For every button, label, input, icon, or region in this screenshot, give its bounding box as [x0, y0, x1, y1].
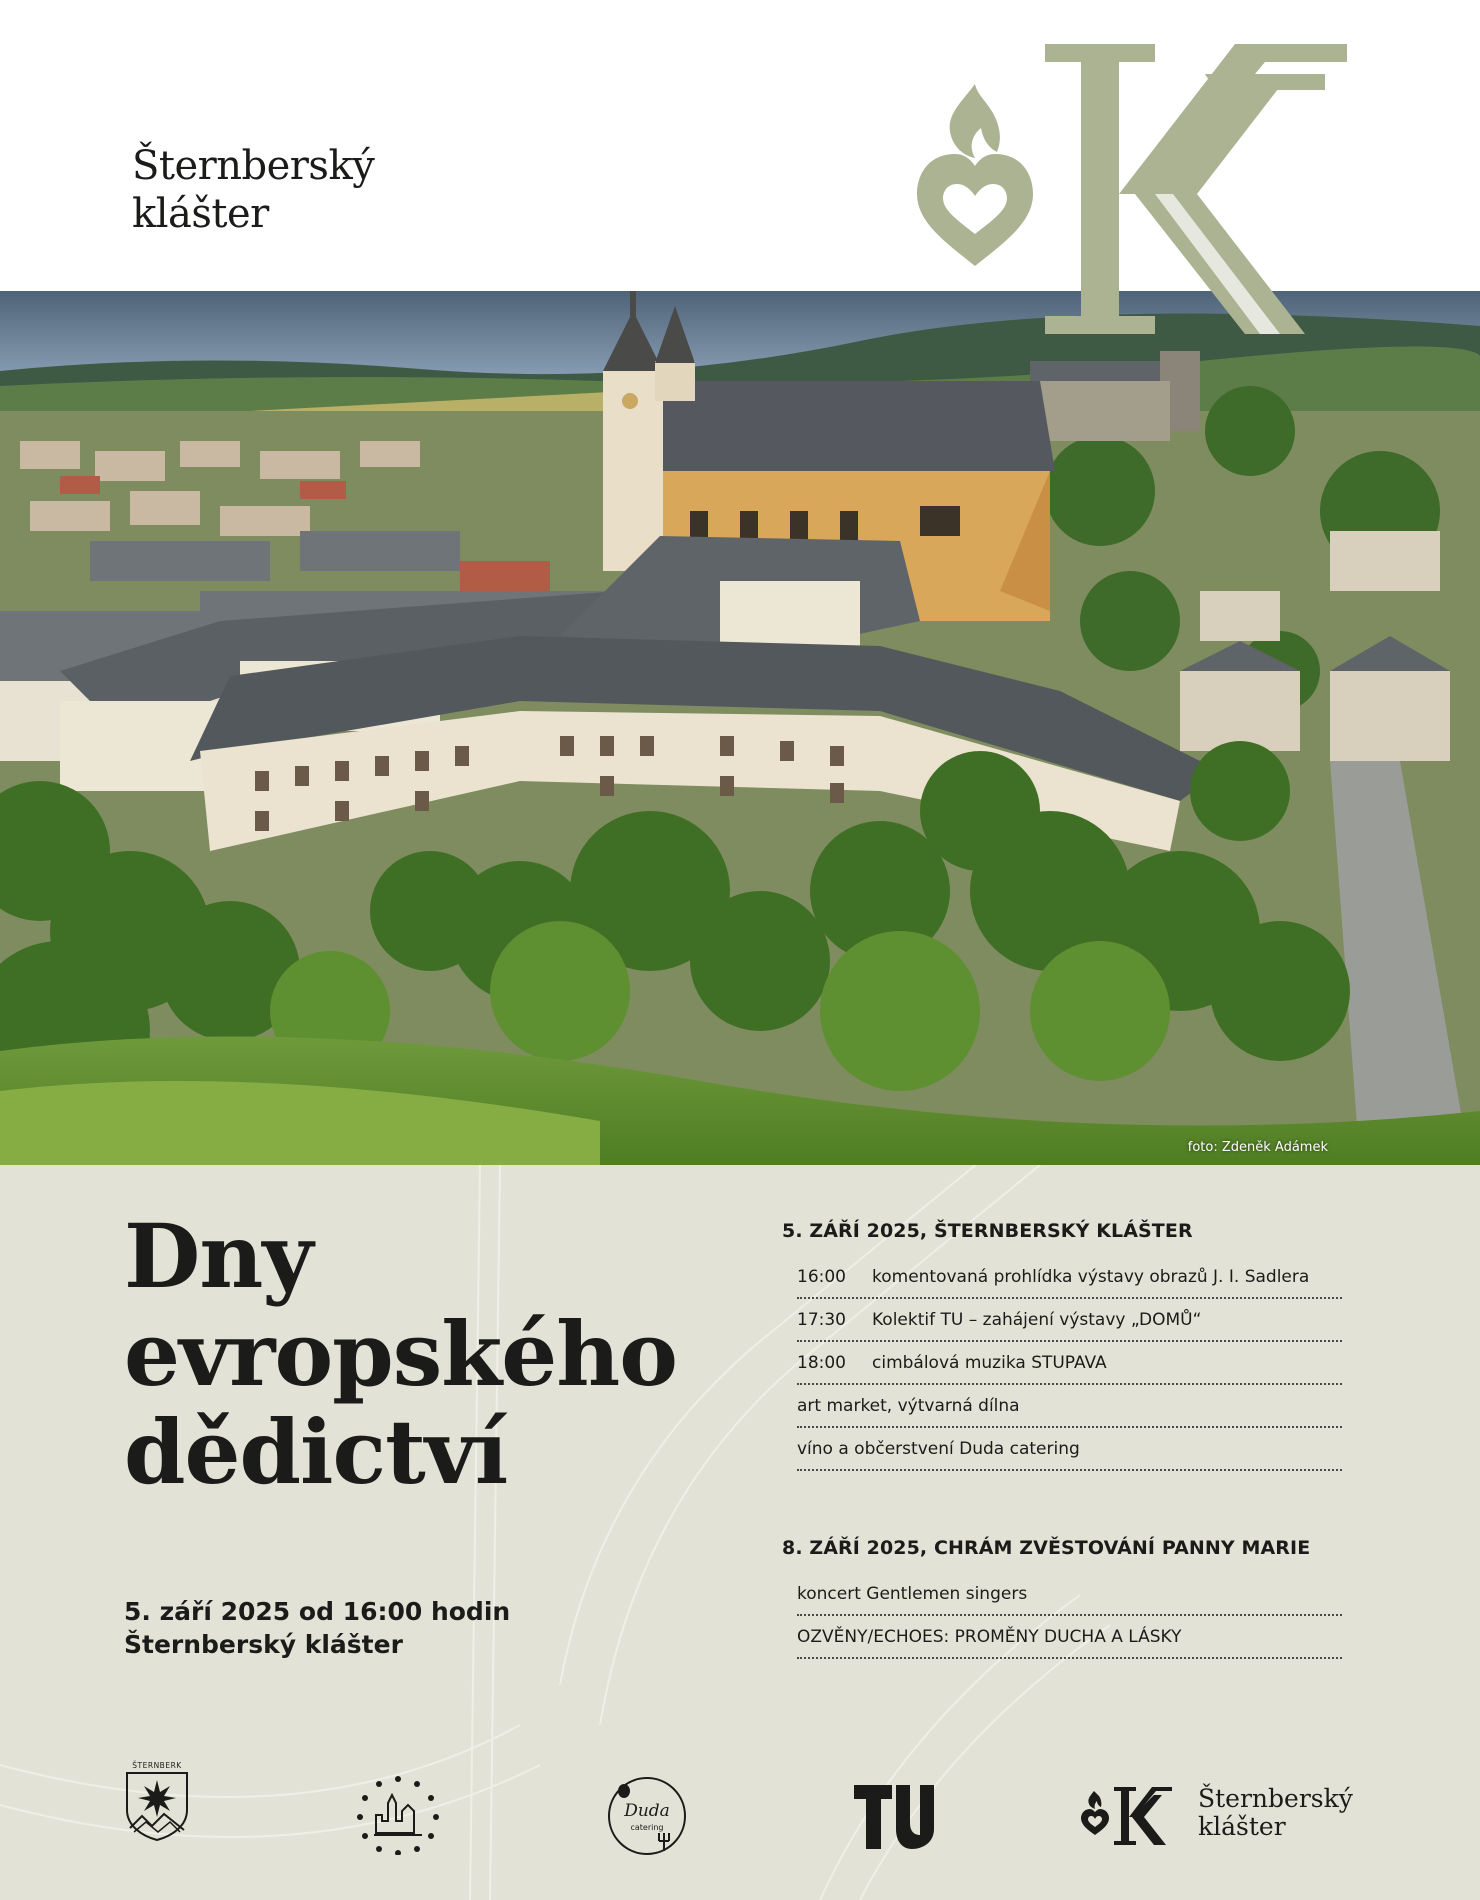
schedule-item: [797, 1385, 1342, 1428]
duda-sub-label: catering: [630, 1823, 664, 1832]
schedule-item: [797, 1342, 1342, 1385]
title-line-1: Dny: [124, 1204, 313, 1308]
schedule-text: cimbálová muzika STUPAVA: [872, 1352, 1107, 1373]
event-place: Šternberský klášter: [124, 1630, 403, 1659]
duda-label: Duda: [624, 1801, 670, 1821]
schedule-text: víno a občerstvení Duda catering: [797, 1438, 1080, 1459]
spoon-icon: [614, 1783, 634, 1803]
schedule-item: [797, 1573, 1342, 1616]
schedule-item: [797, 1428, 1342, 1471]
duda-catering-logo: [608, 1777, 686, 1855]
schedule-item: [797, 1256, 1342, 1299]
kolektiv-tu-logo: [854, 1785, 934, 1849]
photo-credit: foto: Zdeněk Adámek: [1187, 1140, 1328, 1155]
event-info-panel: [0, 1165, 1480, 1900]
mini-brand-line-1: Šternberský: [1198, 1784, 1353, 1813]
schedule-text: OZVĚNY/ECHOES: PROMĚNY DUCHA A LÁSKY: [797, 1626, 1182, 1647]
sternberk-coat-of-arms-logo: [124, 1761, 190, 1843]
mini-brand-wordmark: [1198, 1785, 1353, 1841]
schedule-text: art market, výtvarná dílna: [797, 1395, 1020, 1416]
schedule-time: 16:00: [797, 1266, 846, 1287]
schedule-item: [797, 1616, 1342, 1659]
brand-wordmark: [132, 142, 374, 238]
monastery-aerial-photo: [0, 291, 1480, 1165]
schedule-text: komentovaná prohlídka výstavy obrazů J. I. Sadlera: [872, 1266, 1310, 1287]
event-date-place: [124, 1595, 510, 1661]
schedule-sept-8: [782, 1537, 1342, 1659]
schedule-item: [797, 1299, 1342, 1342]
schedule-heading: 8. ZÁŘÍ 2025, CHRÁM ZVĚSTOVÁNÍ PANNY MARIE: [782, 1537, 1311, 1559]
schedule-heading: 5. ZÁŘÍ 2025, ŠTERNBERSKÝ KLÁŠTER: [782, 1220, 1193, 1242]
title-line-2: evropského: [124, 1302, 677, 1406]
shield-icon: [124, 1770, 190, 1842]
k-heart-logo: [905, 44, 1355, 334]
schedule-text: koncert Gentlemen singers: [797, 1583, 1028, 1604]
event-title: [124, 1204, 677, 1504]
mini-k-heart-logo: [1080, 1785, 1174, 1847]
mini-brand-line-2: klášter: [1198, 1812, 1286, 1841]
brand-line-1: Šternberský: [132, 143, 375, 189]
schedule-time: 17:30: [797, 1309, 846, 1330]
schedule-time: 18:00: [797, 1352, 846, 1373]
title-line-3: dědictví: [124, 1400, 508, 1504]
eu-stars-castle-logo: [356, 1775, 440, 1855]
schedule-text: Kolektif TU – zahájení výstavy „DOMŮ“: [872, 1309, 1202, 1330]
schedule-sept-5: [782, 1220, 1342, 1471]
event-date: 5. září 2025 od 16:00 hodin: [124, 1597, 511, 1626]
sternberk-label: ŠTERNBERK: [132, 1761, 182, 1770]
fork-icon: [656, 1833, 672, 1851]
brand-line-2: klášter: [132, 191, 269, 237]
